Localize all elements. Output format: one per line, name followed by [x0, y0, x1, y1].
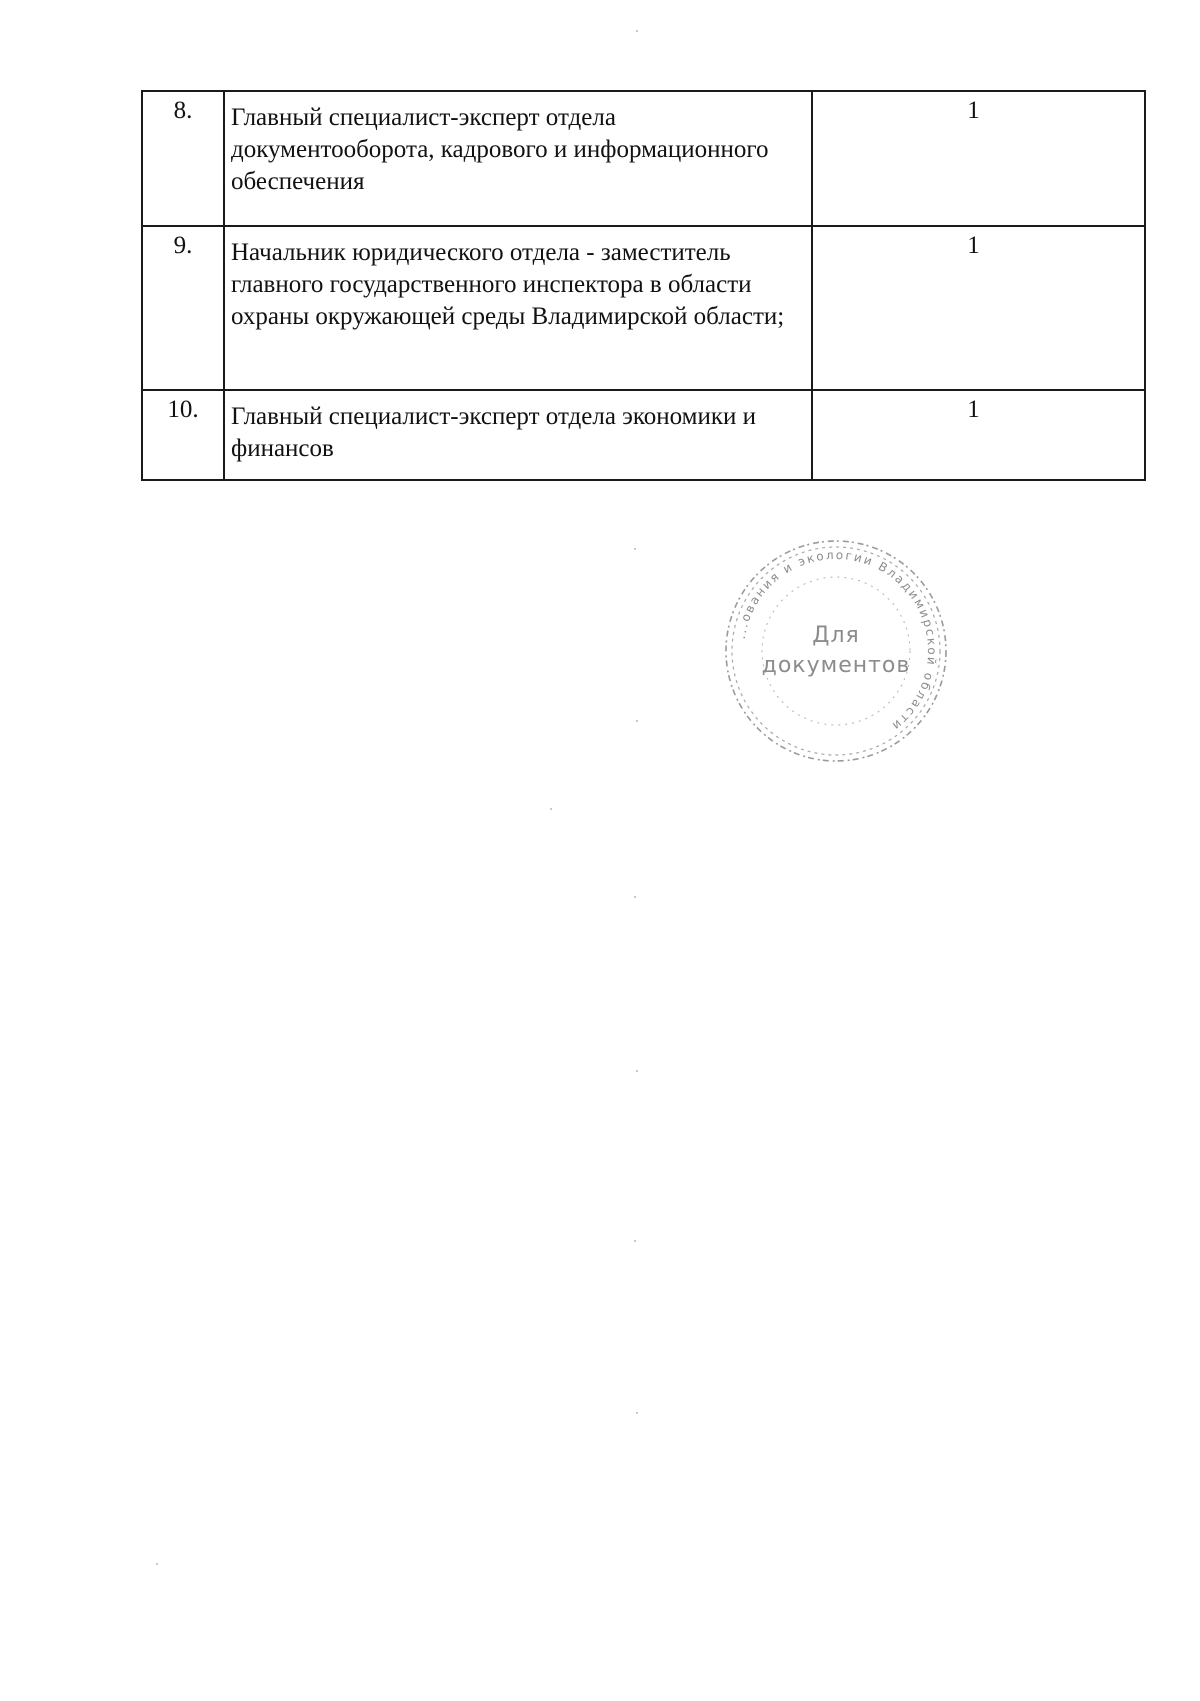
table-row: [142, 91, 1145, 226]
stamp-center-text: [721, 536, 951, 766]
position-title: Главный специалист-эксперт отдела экономики и финансов: [224, 390, 812, 480]
scan-speck: [636, 1070, 638, 1072]
official-stamp: [721, 536, 951, 766]
scan-speck: [636, 720, 638, 722]
row-number: 9.: [142, 226, 224, 390]
row-number: 10.: [142, 390, 224, 480]
table-row: [142, 226, 1145, 390]
position-quantity: 1: [812, 390, 1145, 480]
scan-speck: [636, 1412, 638, 1414]
scan-speck: [634, 1240, 636, 1242]
position-title: Начальник юридического отдела - заместитель главного государственного инспектора в области охраны окружающей среды Владимирской области;: [224, 226, 812, 390]
stamp-ring-text: ...ования и экологии Владимирской области: [733, 547, 940, 735]
scan-speck: [634, 548, 636, 550]
staff-positions-table: [141, 90, 1146, 481]
position-quantity: 1: [812, 91, 1145, 226]
stamp-line-1: Для: [812, 623, 860, 648]
scan-speck: [634, 896, 636, 898]
scan-speck: [636, 30, 638, 32]
row-number: 8.: [142, 91, 224, 226]
stamp-line-2: документов: [761, 653, 911, 678]
scan-speck: [156, 1563, 158, 1565]
position-title: Главный специалист-эксперт отдела документооборота, кадрового и информационного обеспечения: [224, 91, 812, 226]
table-row: [142, 390, 1145, 480]
scan-speck: [550, 808, 552, 810]
position-quantity: 1: [812, 226, 1145, 390]
